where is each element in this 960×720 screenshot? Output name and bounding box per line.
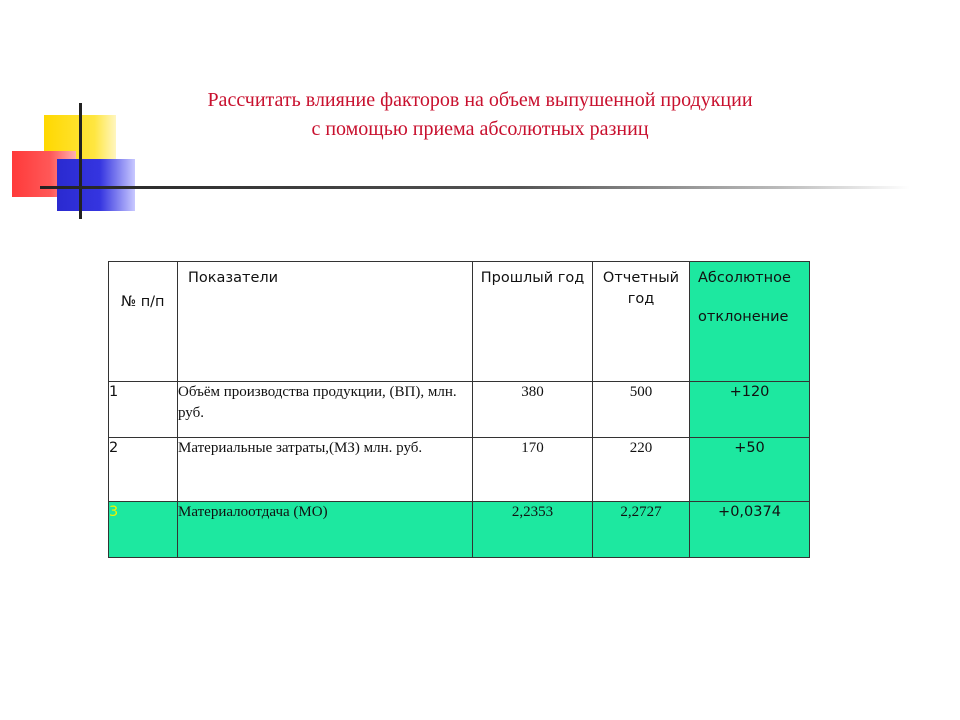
- row-abs-deviation: +120: [690, 382, 810, 438]
- header-num: № п/п: [109, 262, 178, 382]
- row-abs-deviation: +50: [690, 438, 810, 502]
- row-prev-year: 2,2353: [473, 502, 593, 558]
- decor-vertical-line: [79, 103, 82, 219]
- slide-title: [100, 86, 860, 144]
- slide-title-line-1: Рассчитать влияние факторов на объем выпушенной продукции: [207, 89, 753, 111]
- row-current-year: 2,2727: [593, 502, 690, 558]
- slide-title-line-2: с помощью приема абсолютных разниц: [311, 118, 649, 140]
- factor-table: [108, 261, 810, 558]
- row-indicator: Материалоотдача (МО): [178, 502, 473, 558]
- header-abs-line-1: Абсолютное: [698, 270, 791, 286]
- table-row: [109, 438, 810, 502]
- row-current-year: 220: [593, 438, 690, 502]
- row-abs-deviation: +0,0374: [690, 502, 810, 558]
- row-prev-year: 170: [473, 438, 593, 502]
- header-abs-line-2: отклонение: [698, 309, 789, 325]
- decor-horizontal-line: [40, 186, 910, 189]
- table-header-row: [109, 262, 810, 382]
- row-number: 1: [109, 382, 178, 438]
- row-indicator: Объём производства продукции, (ВП), млн. руб.: [178, 382, 473, 438]
- row-prev-year: 380: [473, 382, 593, 438]
- header-indicator: Показатели: [178, 262, 473, 382]
- row-number: 3: [109, 502, 178, 558]
- table-row: [109, 382, 810, 438]
- table-row-highlighted: [109, 502, 810, 558]
- header-abs-deviation: [690, 262, 810, 382]
- header-prev-year: Прошлый год: [473, 262, 593, 382]
- row-number: 2: [109, 438, 178, 502]
- header-current-year: Отчетный год: [593, 262, 690, 382]
- row-indicator: Материальные затраты,(МЗ) млн. руб.: [178, 438, 473, 502]
- row-current-year: 500: [593, 382, 690, 438]
- decor-blue-square: [57, 159, 135, 211]
